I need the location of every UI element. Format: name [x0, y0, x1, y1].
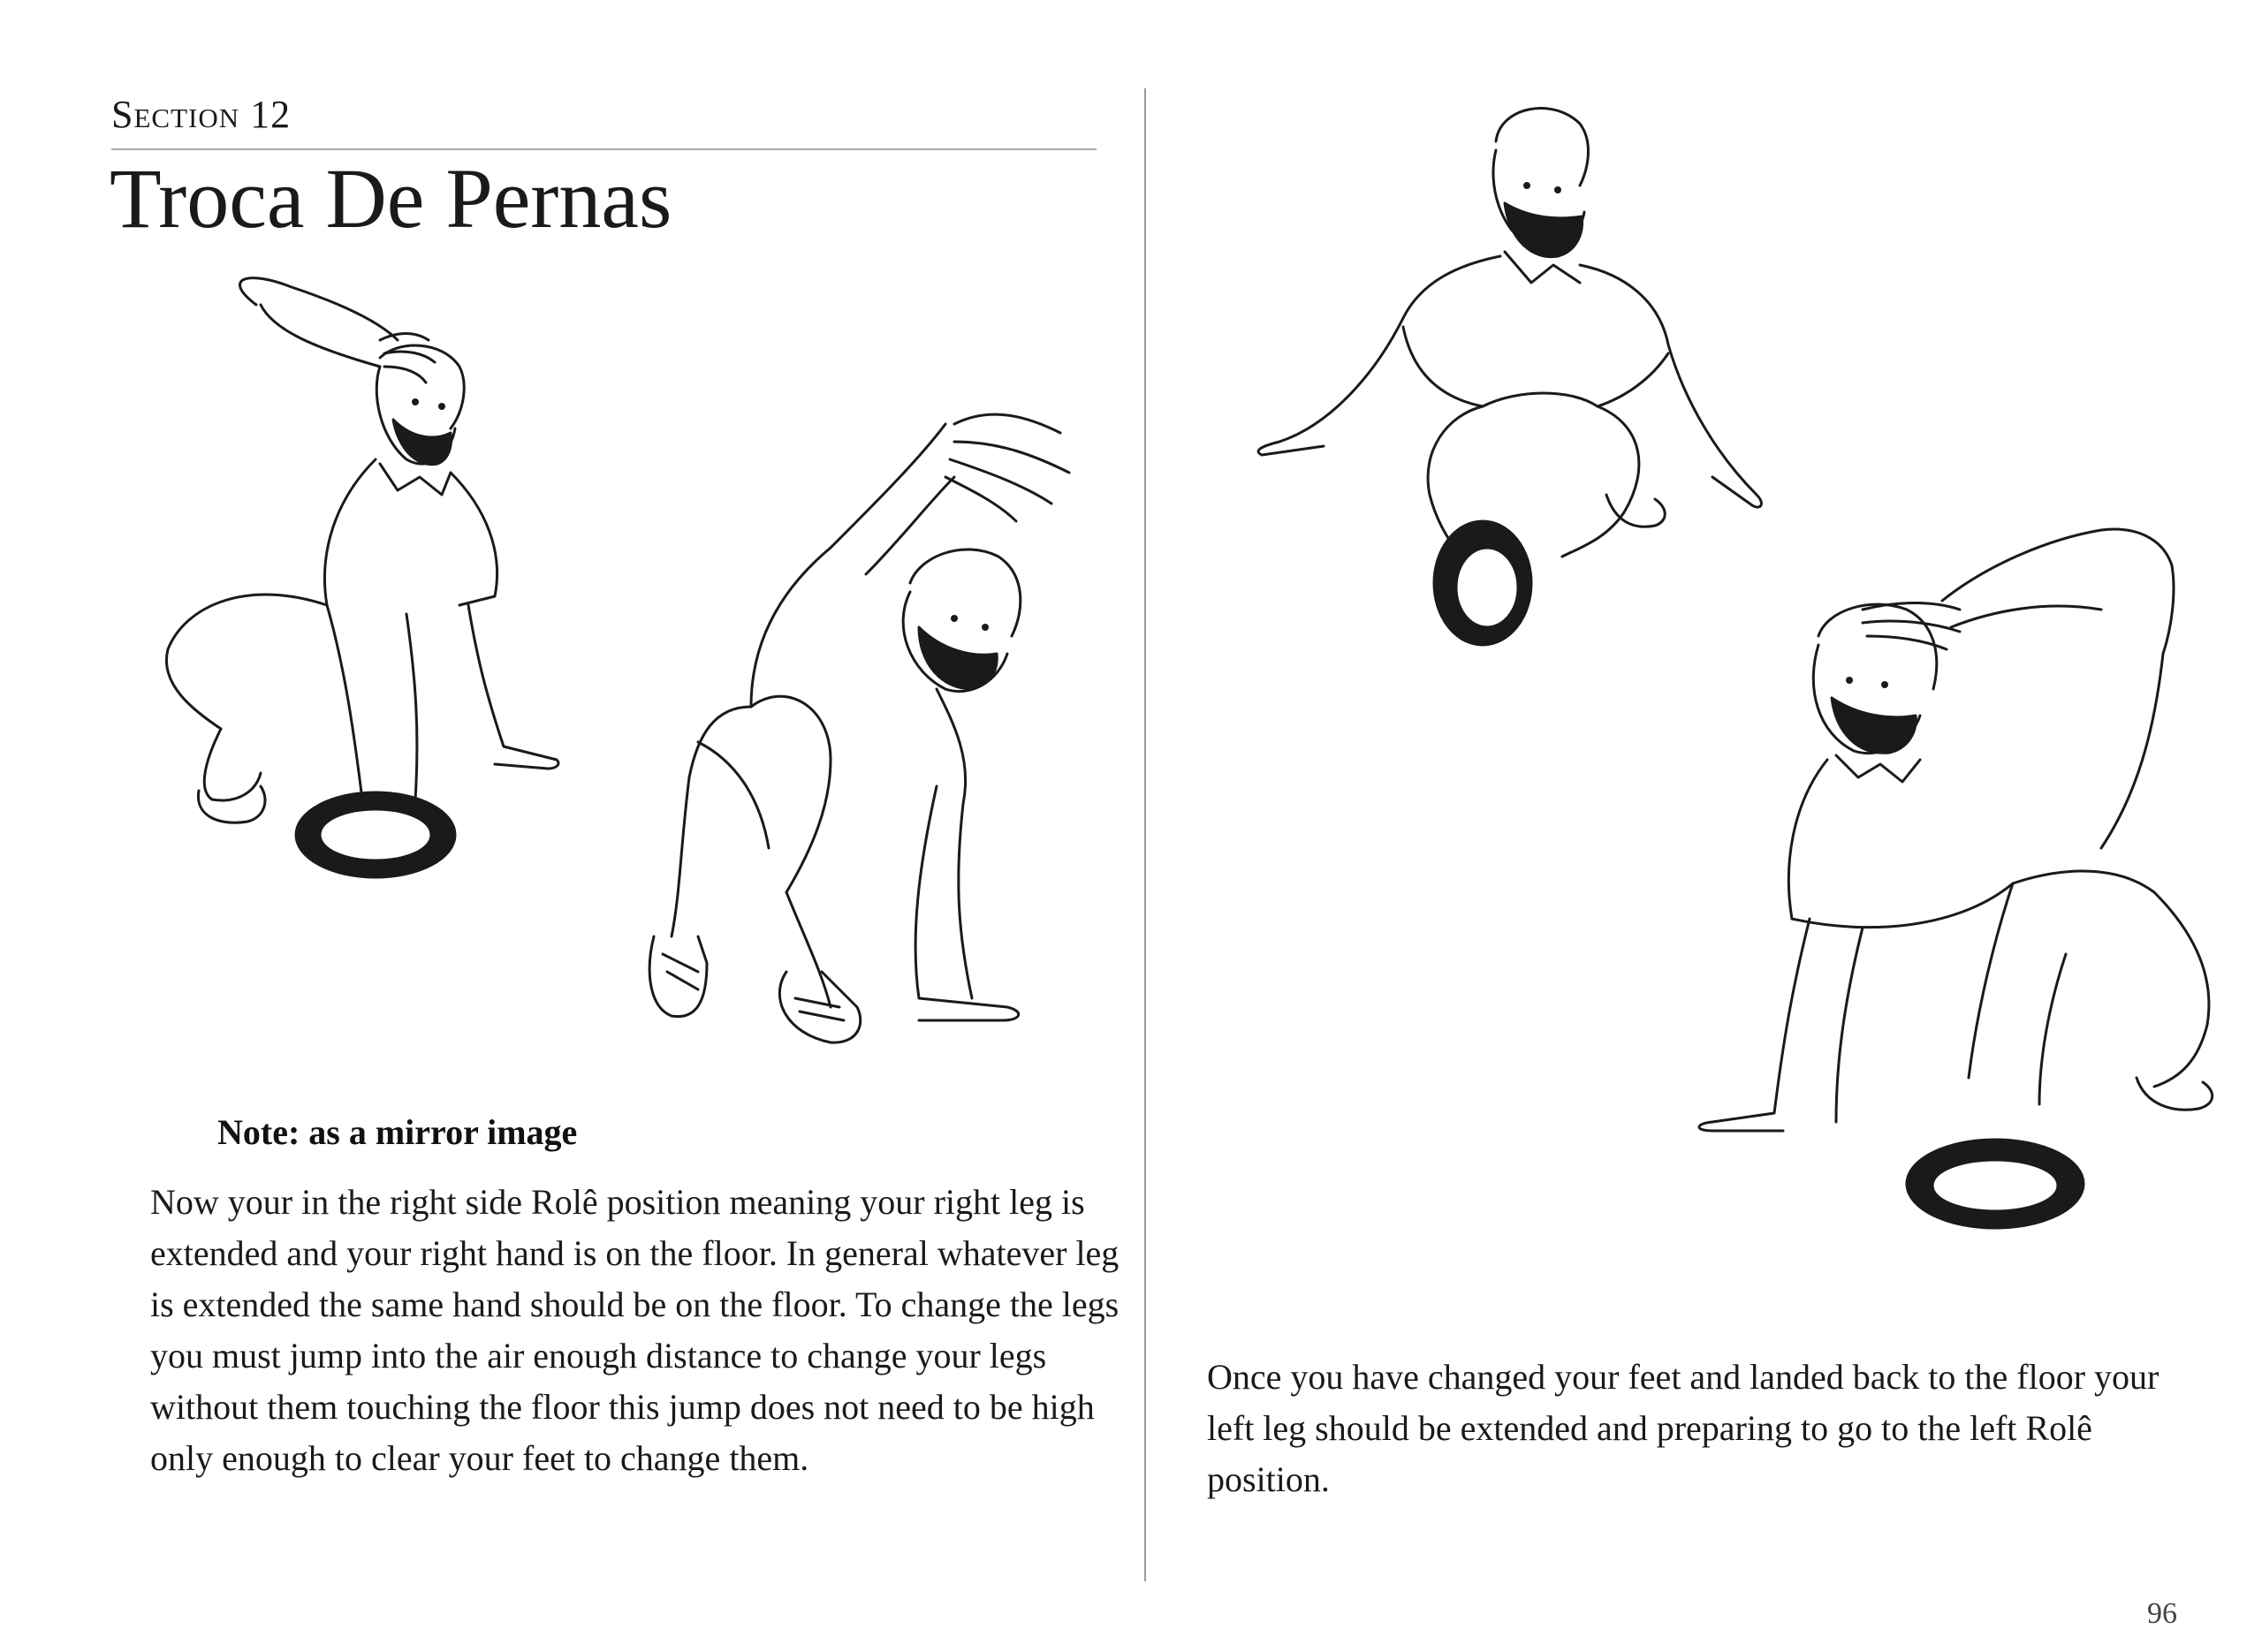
section-label: Section 12 — [111, 93, 292, 136]
body-paragraph-left: Now your in the right side Rolê position meaning your right leg is extended and your right hand is on the floor. In general whatever leg is extended the same hand should be on the floor. To change the legs you must jump into the air enough distance to change your legs without them touching the floor this jump does not need to be high only enough to clear your feet to change them. — [150, 1182, 1120, 1478]
illustration-landed-crouch — [1606, 512, 2260, 1307]
illustration-role-transition — [495, 389, 1113, 1095]
mirror-image-note: Note: as a mirror image — [217, 1112, 578, 1152]
body-paragraph-right: Once you have changed your feet and landed back to the floor your left leg should be extended and preparing to go to the left Rolê position. — [1207, 1357, 2160, 1499]
page-number: 96 — [2147, 1597, 2177, 1630]
page-title: Troca De Pernas — [110, 151, 672, 246]
right-page — [1147, 0, 2262, 1652]
section-divider — [111, 148, 1097, 150]
page-gutter-divider — [1144, 88, 1146, 1581]
